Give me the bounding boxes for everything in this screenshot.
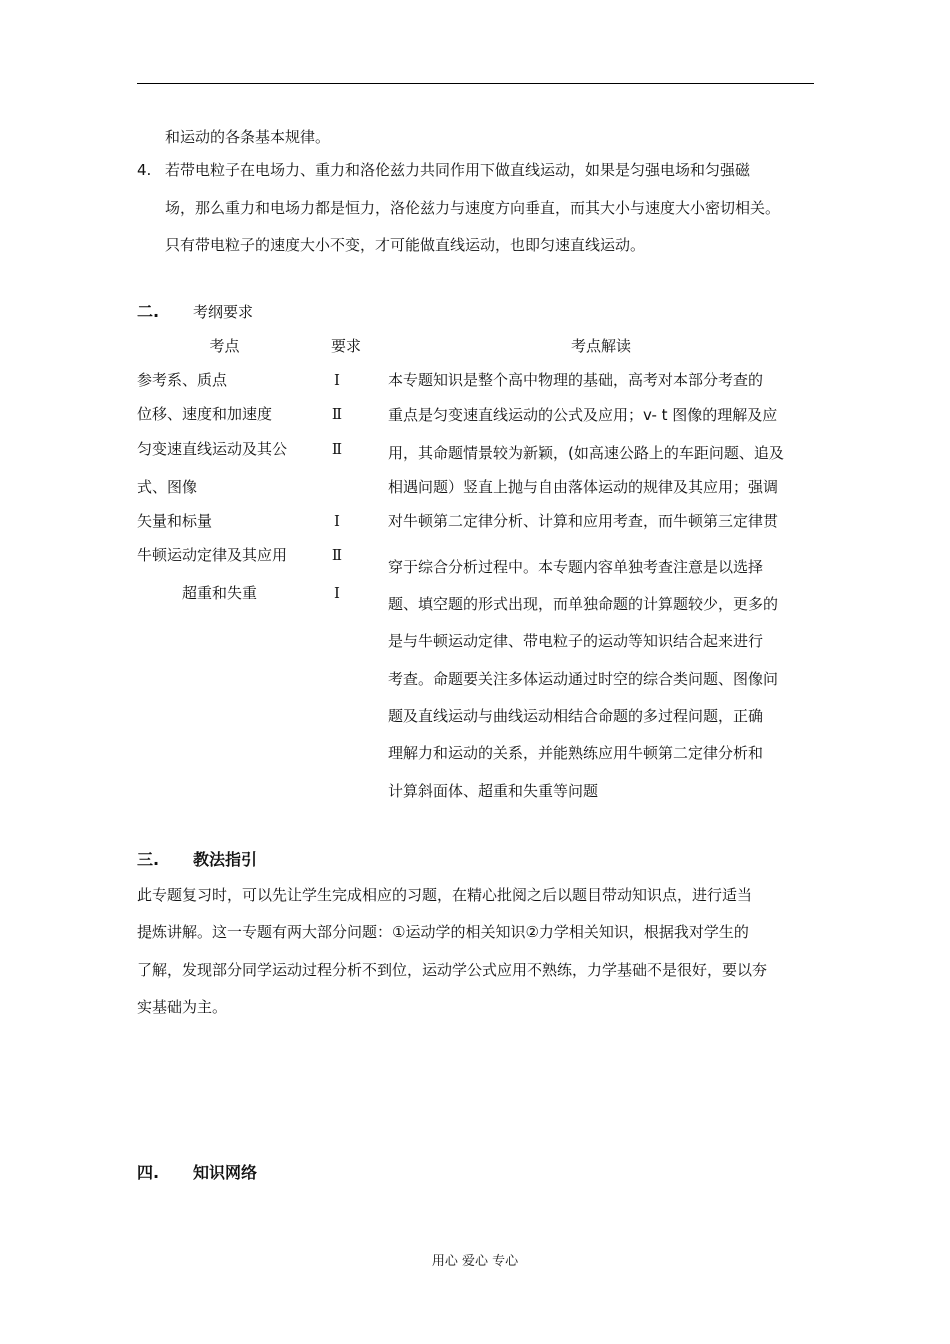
interpretation-line: 穿于综合分析过程中。本专题内容单独考查注意是以选择 xyxy=(388,558,764,576)
interpretation-line: 题及直线运动与曲线运动相结合命题的多过程问题，正确 xyxy=(388,707,764,725)
section3-line: 此专题复习时，可以先让学生完成相应的习题，在精心批阅之后以题目带动知识点，进行适当 xyxy=(137,886,753,904)
table-row-level: Ⅱ xyxy=(331,440,343,458)
item-number: 4. xyxy=(137,161,152,179)
interpretation-line: 是与牛顿运动定律、带电粒子的运动等知识结合起来进行 xyxy=(388,632,764,650)
item4-line-2: 场，那么重力和电场力都是恒力，洛伦兹力与速度方向垂直，而其大小与速度大小密切相关。 xyxy=(165,199,781,217)
table-row-point: 超重和失重 xyxy=(182,584,258,602)
interpretation-line: 考查。命题要关注多体运动通过时空的综合类问题、图像问 xyxy=(388,670,779,688)
table-header-level: 要求 xyxy=(330,337,361,355)
interpretation-line: 对牛顿第二定律分析、计算和应用考查，而牛顿第三定律贯 xyxy=(388,512,779,530)
table-row-point: 矢量和标量 xyxy=(137,512,213,530)
table-row-point: 参考系、质点 xyxy=(137,371,228,389)
header-rule xyxy=(137,83,814,84)
section3-number: 三. xyxy=(137,850,160,869)
interpretation-line: 题、填空题的形式出现，而单独命题的计算题较少，更多的 xyxy=(388,595,779,613)
section4-number: 四. xyxy=(137,1163,160,1182)
section2-title: 考纲要求 xyxy=(193,303,254,321)
section3-line: 实基础为主。 xyxy=(137,998,228,1016)
interpretation-line: 相遇问题）竖直上抛与自由落体运动的规律及其应用；强调 xyxy=(388,478,779,496)
item4-line-3: 只有带电粒子的速度大小不变，才可能做直线运动，也即匀速直线运动。 xyxy=(165,236,646,254)
interpretation-line: 重点是匀变速直线运动的公式及应用；v- t 图像的理解及应 xyxy=(388,406,778,424)
section4-title: 知识网络 xyxy=(193,1163,258,1182)
table-row-level: Ⅱ xyxy=(331,546,343,564)
table-row-point: 位移、速度和加速度 xyxy=(137,405,273,423)
table-row-level: Ⅰ xyxy=(334,512,340,530)
section3-title: 教法指引 xyxy=(193,850,258,869)
table-row-point: 匀变速直线运动及其公 xyxy=(137,440,288,458)
section2-number: 二. xyxy=(137,302,160,321)
section3-line: 提炼讲解。这一专题有两大部分问题：①运动学的相关知识②力学相关知识，根据我对学生的 xyxy=(137,923,749,941)
table-row-level: Ⅰ xyxy=(334,371,340,389)
section3-line: 了解，发现部分同学运动过程分析不到位，运动学公式应用不熟练，力学基础不是很好，要以夯 xyxy=(137,961,768,979)
interpretation-line: 计算斜面体、超重和失重等问题 xyxy=(388,782,599,800)
item4-line-1: 若带电粒子在电场力、重力和洛伦兹力共同作用下做直线运动，如果是匀强电场和匀强磁 xyxy=(165,161,751,179)
interpretation-line: 用，其命题情景较为新颖，(如高速公路上的车距问题、追及 xyxy=(388,444,784,462)
table-header-point: 考点 xyxy=(209,337,240,355)
interpretation-line: 本专题知识是整个高中物理的基础，高考对本部分考查的 xyxy=(388,371,764,389)
page-footer: 用心 爱心 专心 xyxy=(431,1254,519,1269)
table-row-point: 式、图像 xyxy=(137,478,198,496)
interpretation-line: 理解力和运动的关系，并能熟练应用牛顿第二定律分析和 xyxy=(388,744,764,762)
table-row-level: Ⅱ xyxy=(331,405,343,423)
intro-continuation: 和运动的各条基本规律。 xyxy=(165,128,331,146)
table-header-interpretation: 考点解读 xyxy=(570,337,631,355)
table-row-level: Ⅰ xyxy=(334,584,340,602)
table-row-point: 牛顿运动定律及其应用 xyxy=(137,546,288,564)
